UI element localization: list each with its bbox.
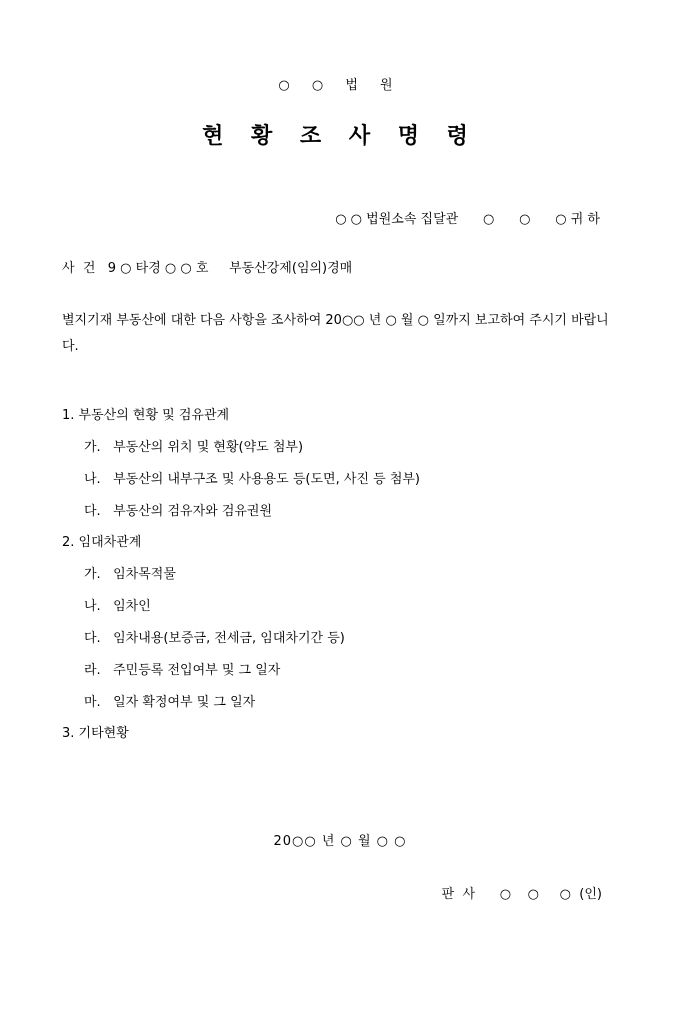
recipient-line: ○ ○ 법원소속 집달관 ○ ○ ○ 귀 하 <box>335 212 600 227</box>
list-item: 1. 부동산의 현황 및 검유관계 <box>62 408 230 423</box>
signature-line: 판 사 ○ ○ ○ (인) <box>441 887 602 903</box>
list-item: 2. 임대차관계 <box>62 535 142 551</box>
instruction-paragraph: 별지기재 부동산에 대한 다음 사항을 조사하여 20○○ 년 ○ 월 ○ 일까지 보고하여 주시기 바랍니다. <box>62 313 609 354</box>
list-item: 나. 부동산의 내부구조 및 사용용도 등(도면, 사진 등 첨부) <box>84 471 421 487</box>
case-number-line: 사 건 9 ○ 타경 ○ ○ 호 부동산강제(임의)경매 <box>62 261 353 276</box>
date-line: 20○○ 년 ○ 월 ○ ○ <box>273 834 407 850</box>
document-page <box>0 74 680 1036</box>
list-item: 3. 기타현황 <box>62 726 129 742</box>
list-item: 마. 일자 확정여부 및 그 일자 <box>84 694 256 710</box>
court-name: ○ ○ 법 원 <box>278 78 402 93</box>
list-item: 나. 임차인 <box>84 599 151 615</box>
list-item: 가. 부동산의 위치 및 현황(약도 첨부) <box>84 439 304 455</box>
list-item: 다. 부동산의 검유자와 검유권원 <box>84 503 273 519</box>
list-item: 다. 임차내용(보증금, 전세금, 임대차기간 등) <box>84 630 345 646</box>
list-item: 라. 주민등록 전입여부 및 그 일자 <box>84 662 281 678</box>
survey-item-list <box>0 400 680 750</box>
list-item: 가. 임차목적물 <box>84 567 176 583</box>
document-title: 현 황 조 사 명 령 <box>202 124 478 149</box>
